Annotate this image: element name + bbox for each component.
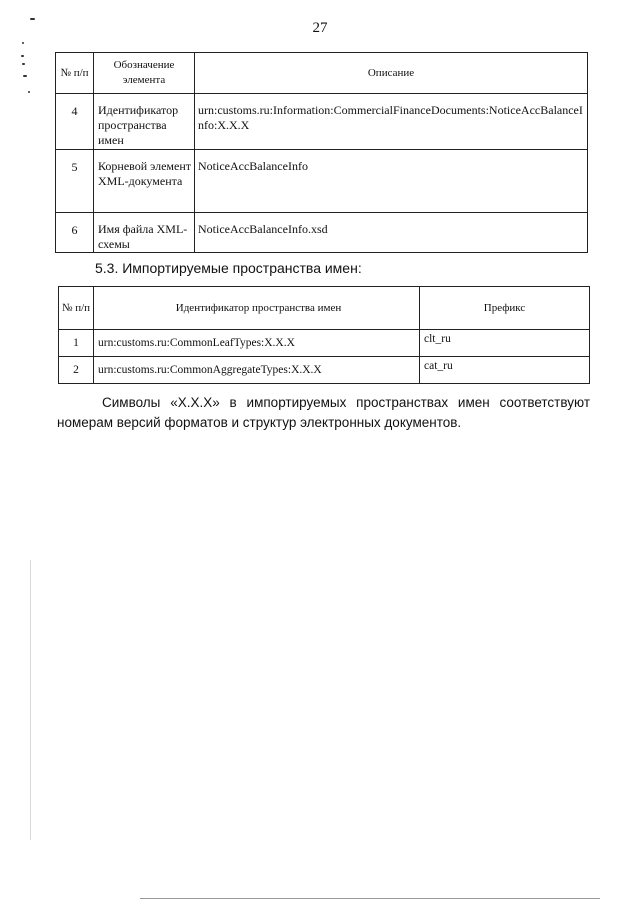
header-name: Обозначение элемента (94, 53, 195, 94)
scan-mark (21, 55, 24, 57)
section-heading: 5.3. Импортируемые пространства имен: (95, 260, 362, 276)
row-num: 5 (56, 150, 94, 213)
scan-mark (23, 75, 27, 77)
row-namespace: urn:customs.ru:CommonLeafTypes:X.X.X (94, 330, 420, 357)
scan-bottom-edge (140, 898, 600, 899)
table-row (59, 357, 590, 384)
table-header-row (59, 287, 590, 330)
row-prefix: cat_ru (420, 357, 590, 384)
header-namespace: Идентификатор пространства имен (94, 287, 420, 330)
row-description: NoticeAccBalanceInfo.xsd (195, 213, 588, 253)
header-prefix: Префикс (420, 287, 590, 330)
row-namespace: urn:customs.ru:CommonAggregateTypes:X.X.X (94, 357, 420, 384)
namespaces-table (58, 286, 590, 384)
row-description: urn:customs.ru:Information:CommercialFinanceDocuments:NoticeAccBalanceInfo:X.X.X (195, 94, 588, 150)
scan-mark (22, 63, 25, 65)
scan-line (30, 560, 31, 840)
scan-mark (30, 18, 35, 20)
table-row (59, 330, 590, 357)
header-description: Описание (195, 53, 588, 94)
row-num: 6 (56, 213, 94, 253)
table-row (56, 150, 588, 213)
page-number: 27 (312, 20, 328, 36)
header-num: № п/п (56, 53, 94, 94)
row-description: NoticeAccBalanceInfo (195, 150, 588, 213)
scan-mark (22, 42, 24, 44)
elements-table (55, 52, 588, 253)
note-paragraph: Символы «X.X.X» в импортируемых пространствах имен соответствуют номерам версий форматов и структур электронных документов. (57, 395, 590, 430)
row-num: 1 (59, 330, 94, 357)
row-num: 4 (56, 94, 94, 150)
table-row (56, 94, 588, 150)
row-name: Корневой элемент XML-документа (94, 150, 195, 213)
row-name: Идентификатор пространства имен (94, 94, 195, 150)
header-num: № п/п (59, 287, 94, 330)
table-row (56, 213, 588, 253)
row-num: 2 (59, 357, 94, 384)
row-name: Имя файла XML-схемы (94, 213, 195, 253)
row-prefix: clt_ru (420, 330, 590, 357)
table-header-row (56, 53, 588, 94)
scan-mark (28, 91, 30, 93)
